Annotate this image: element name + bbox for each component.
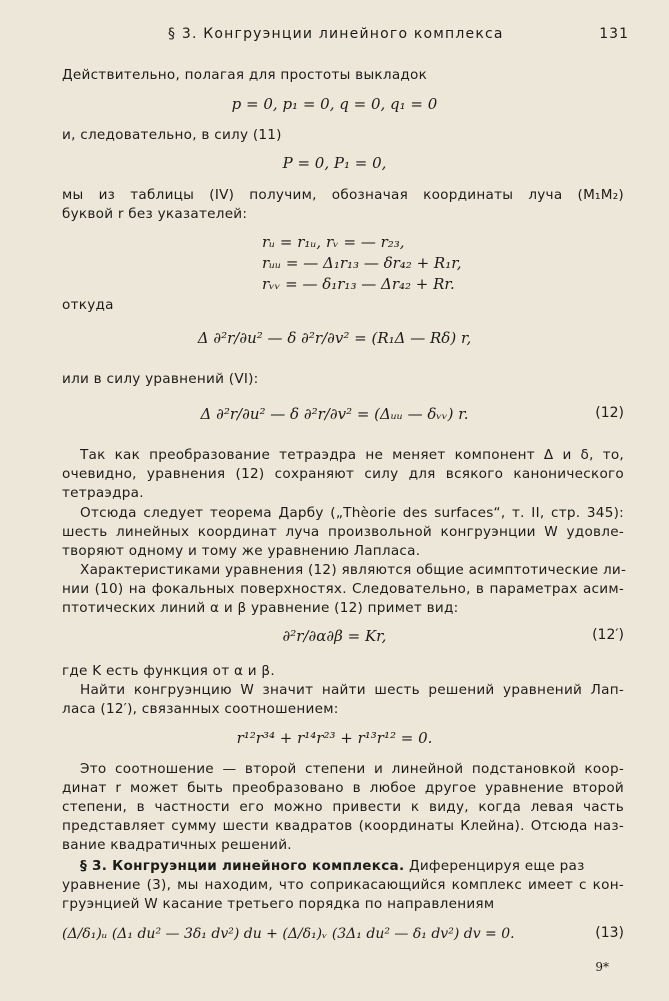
formula: p = 0, p₁ = 0, q = 0, q₁ = 0 (231, 95, 438, 113)
formula: r¹²r³⁴ + r¹⁴r²³ + r¹³r¹² = 0. (236, 729, 433, 747)
formula: ∂²r/∂α∂β = Kr, (282, 627, 387, 645)
text-line: Отсюда следует теорема Дарбу („Thèorie des surfaces“, т. II, стр. 345): (80, 505, 624, 521)
formula: rᵤ = r₁ᵤ, rᵥ = — r₂₃, (262, 233, 405, 251)
section-heading: § 3. Конгруэнции линейного комплекса. (80, 858, 405, 874)
text-line: тетраэдра. (62, 485, 144, 501)
text-line: откуда (62, 297, 114, 313)
signature-mark: 9* (595, 960, 609, 974)
page-number: 131 (599, 26, 629, 42)
text-line: или в силу уравнений (VI): (62, 371, 259, 387)
text-run: Диференцируя еще раз (404, 858, 585, 874)
text-line: динат r может быть преобразовано в любое другое уравнение второй (62, 780, 624, 796)
formula: Δ ∂²r/∂u² — δ ∂²r/∂v² = (R₁Δ — Rδ) r, (197, 329, 472, 347)
formula: rᵥᵥ = — δ₁r₁₃ — Δr₄₂ + Rr. (262, 275, 455, 293)
text-line: вание квадратичных решений. (62, 837, 292, 853)
text-line: птотических линий α и β уравнение (12) примет вид: (62, 600, 459, 616)
text-line: ласа (12′), связанных соотношением: (62, 701, 339, 717)
running-header (0, 26, 669, 46)
equation-number: (12′) (592, 627, 624, 643)
formula: P = 0, P₁ = 0, (282, 154, 387, 172)
text-line: Характеристиками уравнения (12) являются общие асимптотические ли- (80, 562, 627, 578)
text-line: шесть линейных координат луча произвольной конгруэнции W удовле- (62, 524, 624, 540)
text-line: Действительно, полагая для простоты выкладок (62, 67, 428, 83)
text-line: Найти конгруэнцию W значит найти шесть решений уравнений Лап- (80, 682, 624, 698)
formula: Δ ∂²r/∂u² — δ ∂²r/∂v² = (Δᵤᵤ — δᵥᵥ) r. (200, 405, 469, 423)
text-line: и, следовательно, в силу (11) (62, 127, 282, 143)
text-line: уравнение (3), мы находим, что соприкасающийся комплекс имеет с кон- (62, 877, 624, 893)
text-line: Так как преобразование тетраэдра не меняет компонент Δ и δ, то, (80, 447, 624, 463)
text-line: Это соотношение — второй степени и линейной подстановкой коор- (80, 761, 624, 777)
text-line: творяют одному и тому же уравнению Лапласа. (62, 543, 421, 559)
text-line: нии (10) на фокальных поверхностях. Следовательно, в параметрах асим- (62, 581, 624, 597)
text-line: представляет сумму шести квадратов (координаты Клейна). Отсюда наз- (62, 818, 624, 834)
section-heading-line (80, 857, 624, 876)
formula: (Δ/δ₁)ᵤ (Δ₁ du² — 3δ₁ dv²) du + (Δ/δ₁)ᵥ (3Δ₁ du² — δ₁ dv²) dv = 0. (62, 926, 515, 942)
text-line: мы из таблицы (IV) получим, обозначая координаты луча (M₁M₂) (62, 187, 624, 203)
running-header-title: § 3. Конгруэнции линейного комплекса (168, 26, 504, 42)
text-line: степени, в частности его можно привести к виду, когда левая часть (62, 799, 624, 815)
formula: rᵤᵤ = — Δ₁r₁₃ — δr₄₂ + R₁r, (262, 254, 462, 272)
equation-number: (13) (595, 925, 624, 941)
text-line: груэнцией W касание третьего порядка по направлениям (62, 896, 495, 912)
equation-number: (12) (595, 405, 624, 421)
text-line: где K есть функция от α и β. (62, 663, 275, 679)
text-line: очевидно, уравнения (12) сохраняют силу для всякого канонического (62, 466, 624, 482)
text-line: буквой r без указателей: (62, 206, 248, 222)
